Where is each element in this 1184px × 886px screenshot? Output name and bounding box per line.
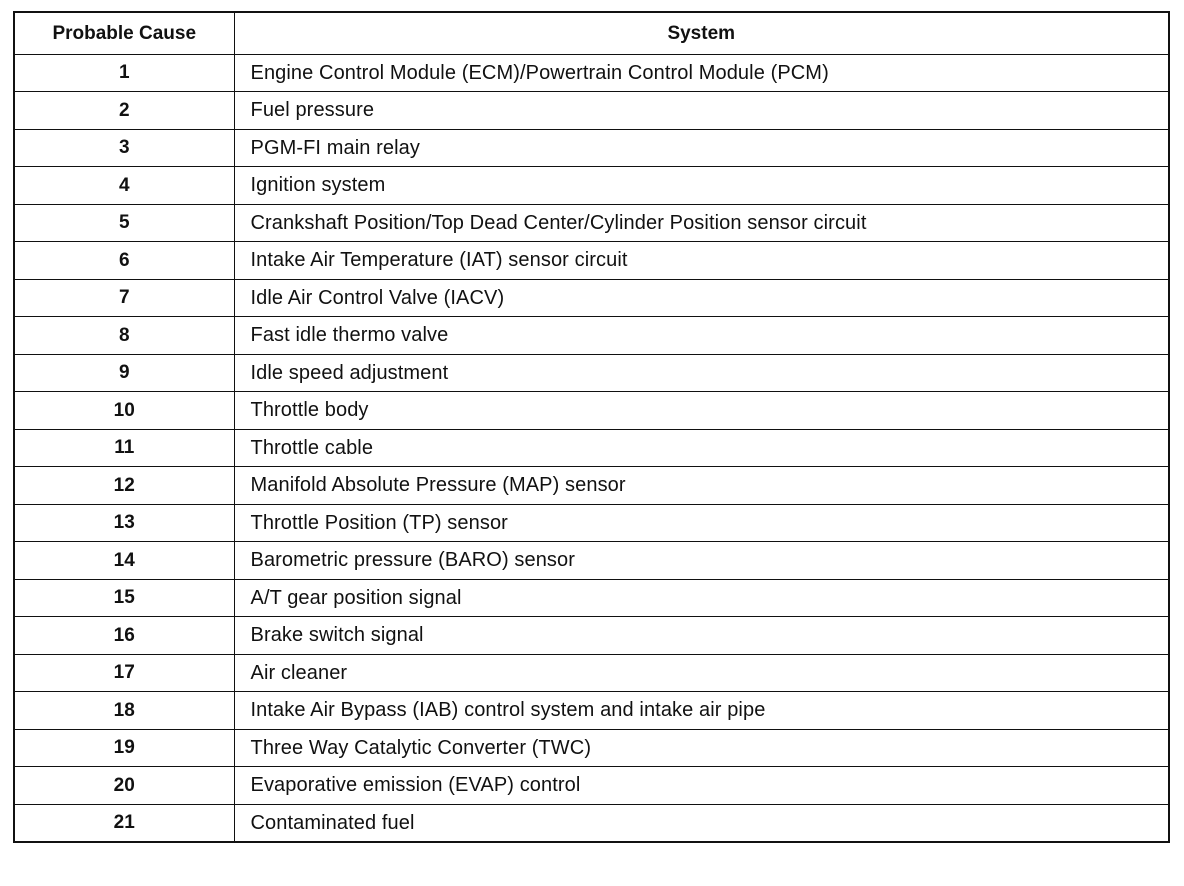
table-row: [14, 242, 1169, 280]
probable-cause-number: 18: [14, 692, 234, 730]
probable-cause-number: 16: [14, 617, 234, 655]
probable-cause-number: 15: [14, 579, 234, 617]
probable-cause-number: 3: [14, 129, 234, 167]
table-row: [14, 617, 1169, 655]
system-name: Fast idle thermo valve: [234, 317, 1169, 355]
system-name: Engine Control Module (ECM)/Powertrain Control Module (PCM): [234, 54, 1169, 92]
table-row: [14, 167, 1169, 205]
system-name: Manifold Absolute Pressure (MAP) sensor: [234, 467, 1169, 505]
table-row: [14, 542, 1169, 580]
probable-cause-number: 9: [14, 354, 234, 392]
system-name: Fuel pressure: [234, 92, 1169, 130]
probable-cause-number: 10: [14, 392, 234, 430]
system-name: Air cleaner: [234, 654, 1169, 692]
system-name: PGM-FI main relay: [234, 129, 1169, 167]
probable-cause-number: 17: [14, 654, 234, 692]
probable-cause-number: 20: [14, 767, 234, 805]
table-row: [14, 767, 1169, 805]
table-row: [14, 54, 1169, 92]
system-name: Crankshaft Position/Top Dead Center/Cylinder Position sensor circuit: [234, 204, 1169, 242]
probable-cause-number: 19: [14, 729, 234, 767]
table-row: [14, 467, 1169, 505]
table-row: [14, 804, 1169, 842]
system-name: Barometric pressure (BARO) sensor: [234, 542, 1169, 580]
system-name: Brake switch signal: [234, 617, 1169, 655]
probable-cause-number: 5: [14, 204, 234, 242]
probable-cause-number: 11: [14, 429, 234, 467]
probable-cause-number: 1: [14, 54, 234, 92]
system-name: Three Way Catalytic Converter (TWC): [234, 729, 1169, 767]
probable-cause-number: 6: [14, 242, 234, 280]
system-name: Throttle body: [234, 392, 1169, 430]
table-row: [14, 429, 1169, 467]
table-row: [14, 317, 1169, 355]
table-header: [14, 12, 1169, 54]
header-system: System: [234, 12, 1169, 54]
system-name: Throttle cable: [234, 429, 1169, 467]
table-row: [14, 692, 1169, 730]
probable-cause-number: 7: [14, 279, 234, 317]
probable-cause-number: 8: [14, 317, 234, 355]
table-row: [14, 129, 1169, 167]
probable-cause-number: 14: [14, 542, 234, 580]
probable-cause-table: [13, 11, 1170, 843]
table-row: [14, 504, 1169, 542]
header-row: [14, 12, 1169, 54]
system-name: Intake Air Bypass (IAB) control system and intake air pipe: [234, 692, 1169, 730]
system-name: Evaporative emission (EVAP) control: [234, 767, 1169, 805]
system-name: Idle Air Control Valve (IACV): [234, 279, 1169, 317]
system-name: Idle speed adjustment: [234, 354, 1169, 392]
probable-cause-number: 12: [14, 467, 234, 505]
probable-cause-number: 2: [14, 92, 234, 130]
probable-cause-number: 21: [14, 804, 234, 842]
system-name: Ignition system: [234, 167, 1169, 205]
table-row: [14, 92, 1169, 130]
system-name: Intake Air Temperature (IAT) sensor circuit: [234, 242, 1169, 280]
system-name: A/T gear position signal: [234, 579, 1169, 617]
table-row: [14, 579, 1169, 617]
table-row: [14, 654, 1169, 692]
table-row: [14, 279, 1169, 317]
system-name: Throttle Position (TP) sensor: [234, 504, 1169, 542]
table-row: [14, 729, 1169, 767]
header-probable-cause: Probable Cause: [14, 12, 234, 54]
table-row: [14, 354, 1169, 392]
table-row: [14, 392, 1169, 430]
probable-cause-number: 13: [14, 504, 234, 542]
table-row: [14, 204, 1169, 242]
probable-cause-number: 4: [14, 167, 234, 205]
system-name: Contaminated fuel: [234, 804, 1169, 842]
table-body: [14, 54, 1169, 842]
